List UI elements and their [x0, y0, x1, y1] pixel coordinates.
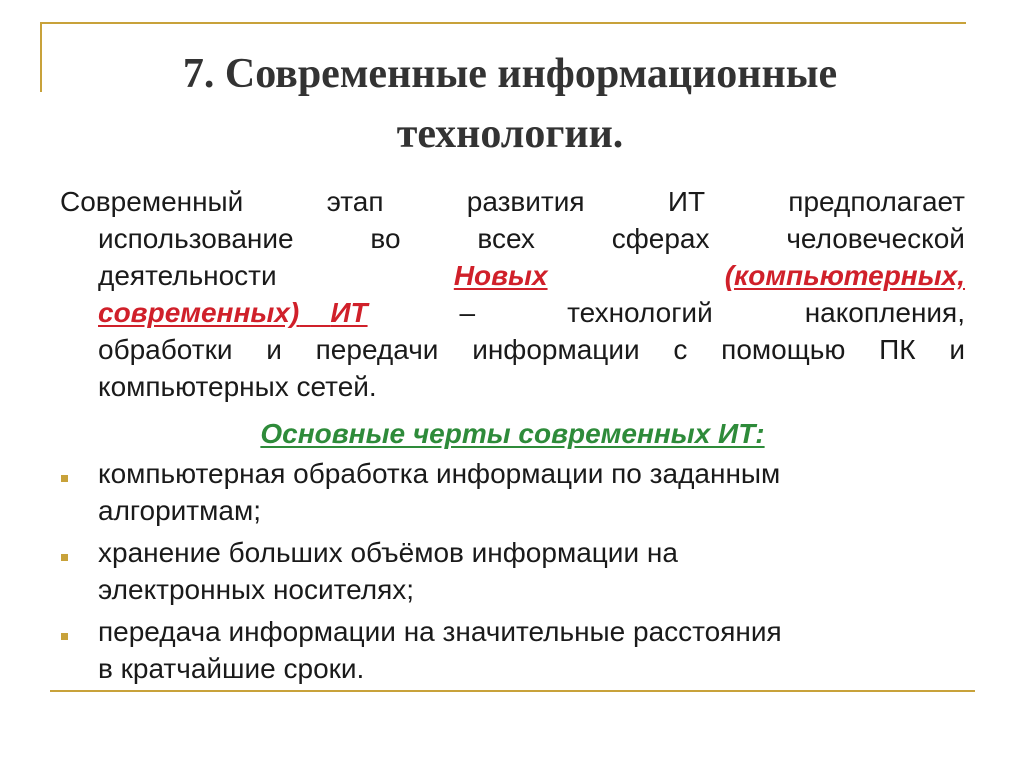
word: помощью: [721, 334, 846, 365]
square-bullet-icon: [61, 554, 68, 561]
intro-line-2: [60, 220, 965, 257]
word: Современный: [60, 186, 244, 217]
highlight-word: (компьютерных,: [724, 260, 965, 291]
word: деятельности: [98, 260, 277, 291]
square-bullet-icon: [61, 633, 68, 640]
word: всех: [477, 223, 535, 254]
word: сферах: [611, 223, 710, 254]
list-item-text: алгоритмам;: [98, 495, 261, 526]
word: во: [370, 223, 401, 254]
word: и: [266, 334, 282, 365]
highlight-word: Новых: [453, 260, 548, 291]
list-item-text: передача информации на значительные расстояния: [98, 616, 782, 647]
intro-line-3: [60, 257, 965, 294]
word: –: [459, 297, 476, 328]
intro-line-1: [60, 183, 965, 220]
word: с: [673, 334, 688, 365]
list-item-text: в кратчайшие сроки.: [98, 653, 365, 684]
features-list: [56, 455, 961, 692]
word: накопления,: [804, 297, 965, 328]
list-item-text: электронных носителях;: [98, 574, 415, 605]
intro-line-6: [60, 368, 965, 405]
list-item: [56, 613, 961, 687]
features-subheading: Основные черты современных ИТ:: [260, 418, 765, 449]
square-bullet-icon: [61, 475, 68, 482]
word: технологий: [567, 297, 713, 328]
word: развития: [466, 186, 585, 217]
word: и: [949, 334, 965, 365]
word: использование: [98, 223, 294, 254]
left-border-line: [40, 22, 42, 92]
highlight-group: [98, 294, 368, 331]
word: человеческой: [786, 223, 965, 254]
list-item: [56, 455, 961, 529]
intro-line-5: [60, 331, 965, 368]
word: компьютерных сетей.: [98, 371, 377, 402]
highlight-word: современных): [98, 297, 300, 328]
list-item-text: хранение больших объёмов информации на: [98, 537, 678, 568]
list-item-text: компьютерная обработка информации по заданным: [98, 458, 781, 489]
word: информации: [472, 334, 640, 365]
highlight-word: ИТ: [330, 297, 368, 328]
word: предполагает: [788, 186, 965, 217]
intro-line-4: [60, 294, 965, 331]
word: обработки: [98, 334, 233, 365]
word: этап: [326, 186, 384, 217]
title-line-2: технологии.: [396, 111, 624, 157]
slide-title: [60, 44, 960, 164]
intro-paragraph: [60, 183, 965, 405]
word: передачи: [315, 334, 439, 365]
top-border-line: [40, 22, 966, 24]
word: ПК: [879, 334, 916, 365]
bottom-border-line: [50, 690, 975, 692]
list-item: [56, 534, 961, 608]
title-line-1: 7. Современные информационные: [182, 51, 838, 97]
word: ИТ: [667, 186, 706, 217]
